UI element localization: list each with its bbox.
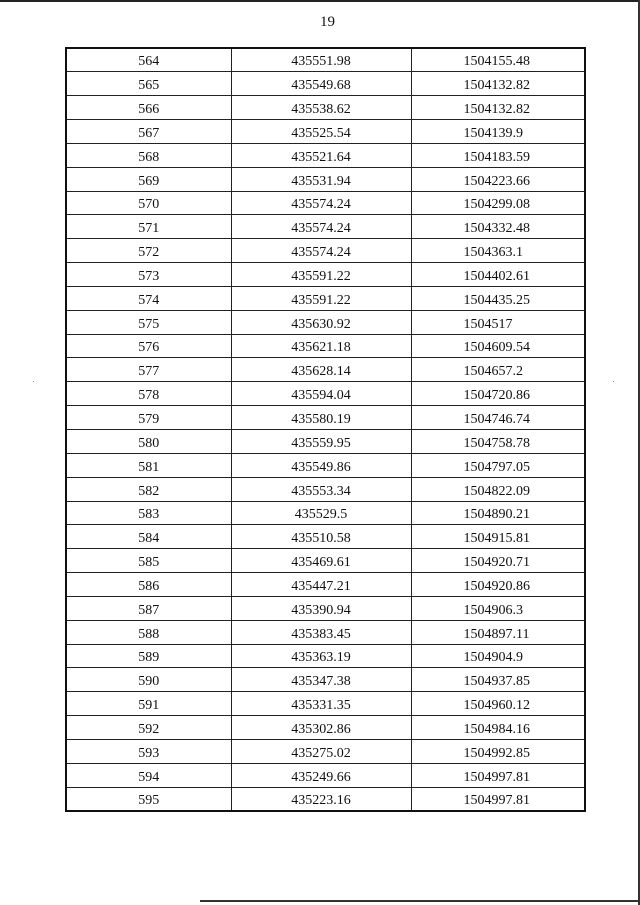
y-coordinate-cell: 1504897.11 bbox=[411, 620, 585, 644]
y-coordinate-cell: 1504223.66 bbox=[411, 167, 585, 191]
point-number-cell: 577 bbox=[66, 358, 231, 382]
point-number-cell: 589 bbox=[66, 644, 231, 668]
x-coordinate-cell: 435275.02 bbox=[231, 739, 411, 763]
x-coordinate-cell: 435302.86 bbox=[231, 716, 411, 740]
coordinates-table bbox=[65, 47, 586, 812]
y-coordinate-cell: 1504997.81 bbox=[411, 787, 585, 811]
y-coordinate-cell: 1504132.82 bbox=[411, 96, 585, 120]
table-row bbox=[66, 716, 585, 740]
y-coordinate-cell: 1504332.48 bbox=[411, 215, 585, 239]
point-number-cell: 578 bbox=[66, 382, 231, 406]
y-coordinate-cell: 1504984.16 bbox=[411, 716, 585, 740]
x-coordinate-cell: 435390.94 bbox=[231, 596, 411, 620]
x-coordinate-cell: 435553.34 bbox=[231, 477, 411, 501]
point-number-cell: 588 bbox=[66, 620, 231, 644]
point-number-cell: 576 bbox=[66, 334, 231, 358]
table-row bbox=[66, 286, 585, 310]
page-number: 19 bbox=[320, 14, 335, 30]
y-coordinate-cell: 1504183.59 bbox=[411, 143, 585, 167]
table-row bbox=[66, 573, 585, 597]
table-row bbox=[66, 382, 585, 406]
point-number-cell: 587 bbox=[66, 596, 231, 620]
point-number-cell: 567 bbox=[66, 120, 231, 144]
point-number-cell: 583 bbox=[66, 501, 231, 525]
y-coordinate-cell: 1504822.09 bbox=[411, 477, 585, 501]
table-row bbox=[66, 72, 585, 96]
point-number-cell: 591 bbox=[66, 692, 231, 716]
point-number-cell: 573 bbox=[66, 263, 231, 287]
x-coordinate-cell: 435331.35 bbox=[231, 692, 411, 716]
table-row bbox=[66, 358, 585, 382]
y-coordinate-cell: 1504363.1 bbox=[411, 239, 585, 263]
x-coordinate-cell: 435447.21 bbox=[231, 573, 411, 597]
x-coordinate-cell: 435594.04 bbox=[231, 382, 411, 406]
table-row bbox=[66, 215, 585, 239]
point-number-cell: 590 bbox=[66, 668, 231, 692]
y-coordinate-cell: 1504960.12 bbox=[411, 692, 585, 716]
table-row bbox=[66, 668, 585, 692]
y-coordinate-cell: 1504758.78 bbox=[411, 430, 585, 454]
table-row bbox=[66, 96, 585, 120]
y-coordinate-cell: 1504517 bbox=[411, 310, 585, 334]
point-number-cell: 572 bbox=[66, 239, 231, 263]
table-row bbox=[66, 549, 585, 573]
x-coordinate-cell: 435591.22 bbox=[231, 286, 411, 310]
x-coordinate-cell: 435521.64 bbox=[231, 143, 411, 167]
point-number-cell: 564 bbox=[66, 48, 231, 72]
point-number-cell: 582 bbox=[66, 477, 231, 501]
table-row bbox=[66, 453, 585, 477]
point-number-cell: 593 bbox=[66, 739, 231, 763]
x-coordinate-cell: 435628.14 bbox=[231, 358, 411, 382]
y-coordinate-cell: 1504435.25 bbox=[411, 286, 585, 310]
y-coordinate-cell: 1504920.71 bbox=[411, 549, 585, 573]
table-row bbox=[66, 143, 585, 167]
point-number-cell: 565 bbox=[66, 72, 231, 96]
table-row bbox=[66, 406, 585, 430]
x-coordinate-cell: 435549.86 bbox=[231, 453, 411, 477]
coordinates-table-body bbox=[66, 48, 585, 811]
table-row bbox=[66, 310, 585, 334]
y-coordinate-cell: 1504797.05 bbox=[411, 453, 585, 477]
x-coordinate-cell: 435510.58 bbox=[231, 525, 411, 549]
margin-mark-right bbox=[613, 381, 614, 382]
point-number-cell: 570 bbox=[66, 191, 231, 215]
point-number-cell: 585 bbox=[66, 549, 231, 573]
x-coordinate-cell: 435559.95 bbox=[231, 430, 411, 454]
point-number-cell: 581 bbox=[66, 453, 231, 477]
point-number-cell: 575 bbox=[66, 310, 231, 334]
y-coordinate-cell: 1504746.74 bbox=[411, 406, 585, 430]
y-coordinate-cell: 1504402.61 bbox=[411, 263, 585, 287]
table-row bbox=[66, 620, 585, 644]
x-coordinate-cell: 435574.24 bbox=[231, 191, 411, 215]
table-row bbox=[66, 430, 585, 454]
table-row bbox=[66, 787, 585, 811]
y-coordinate-cell: 1504155.48 bbox=[411, 48, 585, 72]
x-coordinate-cell: 435223.16 bbox=[231, 787, 411, 811]
point-number-cell: 584 bbox=[66, 525, 231, 549]
x-coordinate-cell: 435538.62 bbox=[231, 96, 411, 120]
table-row bbox=[66, 692, 585, 716]
table-row bbox=[66, 334, 585, 358]
x-coordinate-cell: 435621.18 bbox=[231, 334, 411, 358]
point-number-cell: 592 bbox=[66, 716, 231, 740]
x-coordinate-cell: 435591.22 bbox=[231, 263, 411, 287]
table-row bbox=[66, 48, 585, 72]
x-coordinate-cell: 435531.94 bbox=[231, 167, 411, 191]
point-number-cell: 586 bbox=[66, 573, 231, 597]
point-number-cell: 594 bbox=[66, 763, 231, 787]
x-coordinate-cell: 435525.54 bbox=[231, 120, 411, 144]
table-row bbox=[66, 763, 585, 787]
table-row bbox=[66, 596, 585, 620]
x-coordinate-cell: 435574.24 bbox=[231, 215, 411, 239]
x-coordinate-cell: 435580.19 bbox=[231, 406, 411, 430]
table-row bbox=[66, 167, 585, 191]
table-row bbox=[66, 191, 585, 215]
table-row bbox=[66, 477, 585, 501]
margin-mark-left bbox=[33, 381, 34, 382]
y-coordinate-cell: 1504609.54 bbox=[411, 334, 585, 358]
point-number-cell: 569 bbox=[66, 167, 231, 191]
x-coordinate-cell: 435574.24 bbox=[231, 239, 411, 263]
y-coordinate-cell: 1504904.9 bbox=[411, 644, 585, 668]
y-coordinate-cell: 1504890.21 bbox=[411, 501, 585, 525]
x-coordinate-cell: 435347.38 bbox=[231, 668, 411, 692]
scan-edge-top bbox=[0, 0, 640, 2]
y-coordinate-cell: 1504915.81 bbox=[411, 525, 585, 549]
x-coordinate-cell: 435630.92 bbox=[231, 310, 411, 334]
table-row bbox=[66, 501, 585, 525]
table-row bbox=[66, 263, 585, 287]
point-number-cell: 574 bbox=[66, 286, 231, 310]
point-number-cell: 571 bbox=[66, 215, 231, 239]
table-row bbox=[66, 739, 585, 763]
x-coordinate-cell: 435551.98 bbox=[231, 48, 411, 72]
y-coordinate-cell: 1504997.81 bbox=[411, 763, 585, 787]
table-row bbox=[66, 120, 585, 144]
x-coordinate-cell: 435363.19 bbox=[231, 644, 411, 668]
x-coordinate-cell: 435549.68 bbox=[231, 72, 411, 96]
table-row bbox=[66, 644, 585, 668]
y-coordinate-cell: 1504920.86 bbox=[411, 573, 585, 597]
y-coordinate-cell: 1504720.86 bbox=[411, 382, 585, 406]
x-coordinate-cell: 435469.61 bbox=[231, 549, 411, 573]
x-coordinate-cell: 435249.66 bbox=[231, 763, 411, 787]
y-coordinate-cell: 1504937.85 bbox=[411, 668, 585, 692]
y-coordinate-cell: 1504299.08 bbox=[411, 191, 585, 215]
point-number-cell: 595 bbox=[66, 787, 231, 811]
point-number-cell: 580 bbox=[66, 430, 231, 454]
y-coordinate-cell: 1504906.3 bbox=[411, 596, 585, 620]
y-coordinate-cell: 1504132.82 bbox=[411, 72, 585, 96]
y-coordinate-cell: 1504657.2 bbox=[411, 358, 585, 382]
point-number-cell: 568 bbox=[66, 143, 231, 167]
table-row bbox=[66, 525, 585, 549]
point-number-cell: 579 bbox=[66, 406, 231, 430]
y-coordinate-cell: 1504992.85 bbox=[411, 739, 585, 763]
x-coordinate-cell: 435529.5 bbox=[231, 501, 411, 525]
x-coordinate-cell: 435383.45 bbox=[231, 620, 411, 644]
point-number-cell: 566 bbox=[66, 96, 231, 120]
scan-edge-bottom bbox=[200, 900, 640, 902]
table-row bbox=[66, 239, 585, 263]
y-coordinate-cell: 1504139.9 bbox=[411, 120, 585, 144]
